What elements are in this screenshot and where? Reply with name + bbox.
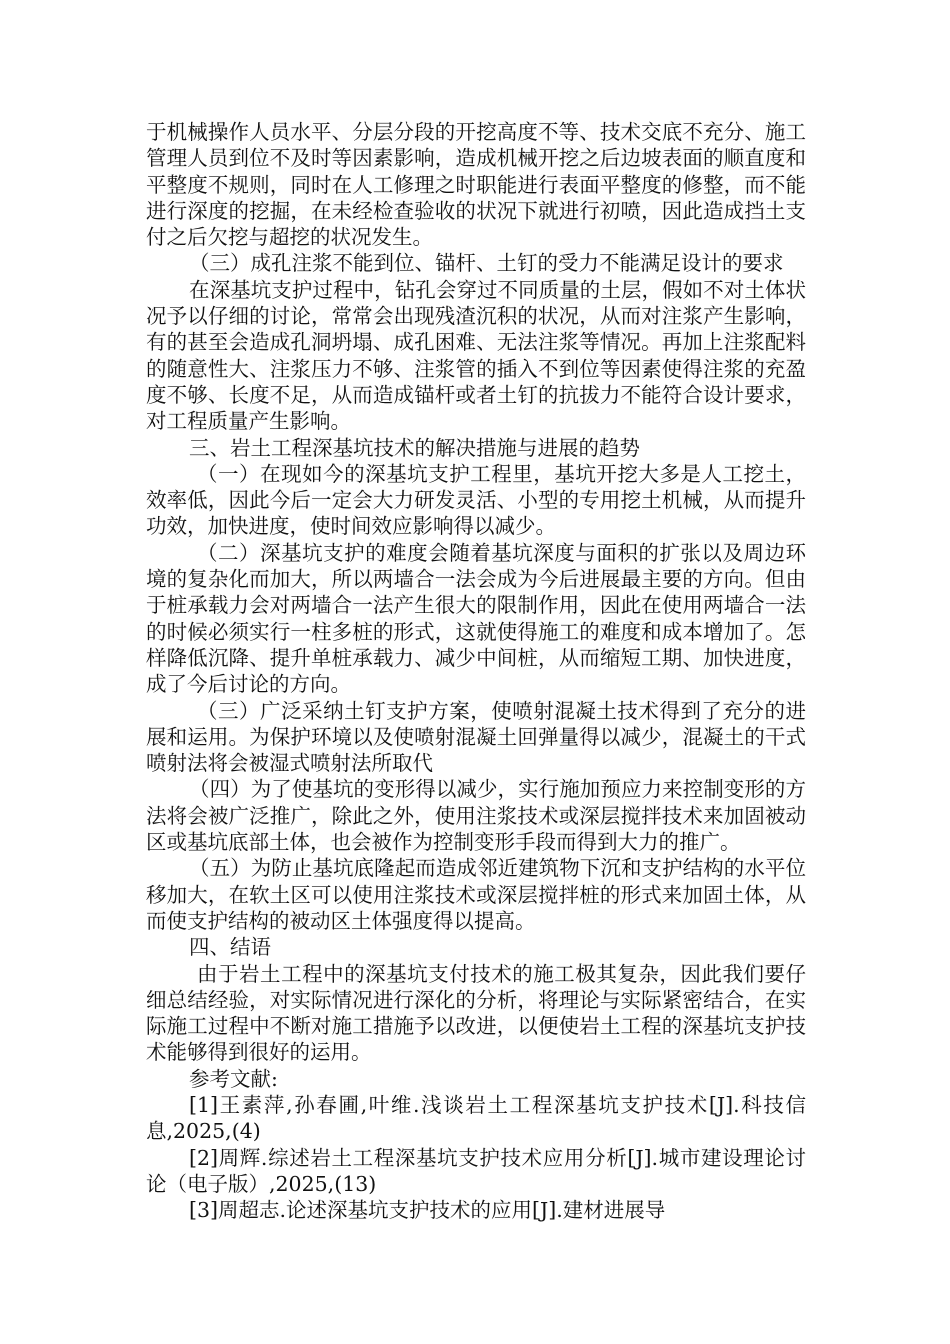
conclusion-paragraph: 由于岩土工程中的深基坑支付技术的施工极其复杂，因此我们要仔细总结经验，对实际情况进行深化的分析，将理论与实际紧密结合，在实际施工过程中不断对施工措施予以改进，以便使岩土工程的深基坑支护技术能够得到很好的运用。 xyxy=(146,961,806,1065)
measure-5: （五）为防止基坑底隆起而造成邻近建筑物下沉和支护结构的水平位移加大，在软土区可以使用注浆技术或深层搅拌桩的形式来加固土体，从而使支护结构的被动区土体强度得以提高。 xyxy=(146,856,806,933)
measure-4: （四）为了使基坑的变形得以减少，实行施加预应力来控制变形的方法将会被广泛推广，除此之外，使用注浆技术或深层搅拌技术来加固被动区或基坑底部土体，也会被作为控制变形手段而得到大力的推广。 xyxy=(146,777,806,855)
references-heading: 参考文献: xyxy=(189,1066,278,1091)
measure-2: （二）深基坑支护的难度会随着基坑深度与面积的扩张以及周边环境的复杂化而加大，所以两墙合一法会成为今后进展最主要的方向。但由于桩承载力会对两墙合一法产生很大的限制作用，因此在使用两墙合一法的时候必须实行一柱多桩的形式，这就使得施工的难度和成本增加了。怎样降低沉降、提升单桩承载力、减少中间桩，从而缩短工期、加快进度，成了今后讨论的方向。 xyxy=(146,540,806,697)
subheading-3: （三）成孔注浆不能到位、锚杆、土钉的受力不能满足设计的要求 xyxy=(189,251,784,276)
measure-1: （一）在现如今的深基坑支护工程里，基坑开挖大多是人工挖土，效率低，因此今后一定会大力研发灵活、小型的专用挖土机械，从而提升功效，加快进度，使时间效应影响得以减少。 xyxy=(146,461,806,539)
paragraph-continuation: 于机械操作人员水平、分层分段的开挖高度不等、技术交底不充分、施工管理人员到位不及时等因素影响，造成机械开挖之后边坡表面的顺直度和平整度不规则，同时在人工修理之时职能进行表面平整度的修整，而不能进行深度的挖掘，在未经检查验收的状况下就进行初喷，因此造成挡土支付之后欠挖与超挖的状况发生。 xyxy=(146,120,806,250)
measure-3: （三）广泛采纳土钉支护方案，使喷射混凝土技术得到了充分的进展和运用。为保护环境以及使喷射混凝土回弹量得以减少，混凝土的干式喷射法将会被湿式喷射法所取代 xyxy=(146,698,806,776)
document-body xyxy=(146,119,806,1223)
reference-1: [1]王素萍,孙春圃,叶维.浅谈岩土工程深基坑支护技术[J].科技信息,2025,(4) xyxy=(146,1092,806,1144)
reference-2: [2]周辉.综述岩土工程深基坑支护技术应用分析[J].城市建设理论讨论（电子版）,2025,(13) xyxy=(146,1145,806,1196)
section-heading-3: 三、岩土工程深基坑技术的解决措施与进展的趋势 xyxy=(189,435,640,460)
paragraph-grouting: 在深基坑支护过程中，钻孔会穿过不同质量的土层，假如不对土体状况予以仔细的讨论，常常会出现残渣沉积的状况，从而对注浆产生影响，有的甚至会造成孔洞坍塌、成孔困难、无法注浆等情况。再加上注浆配料的随意性大、注浆压力不够、注浆管的插入不到位等因素使得注浆的充盈度不够、长度不足，从而造成锚杆或者土钉的抗拔力不能符合设计要求，对工程质量产生影响。 xyxy=(146,277,806,434)
reference-3: [3]周超志.论述深基坑支护技术的应用[J].建材进展导 xyxy=(189,1198,666,1223)
section-heading-4: 四、结语 xyxy=(189,935,271,960)
